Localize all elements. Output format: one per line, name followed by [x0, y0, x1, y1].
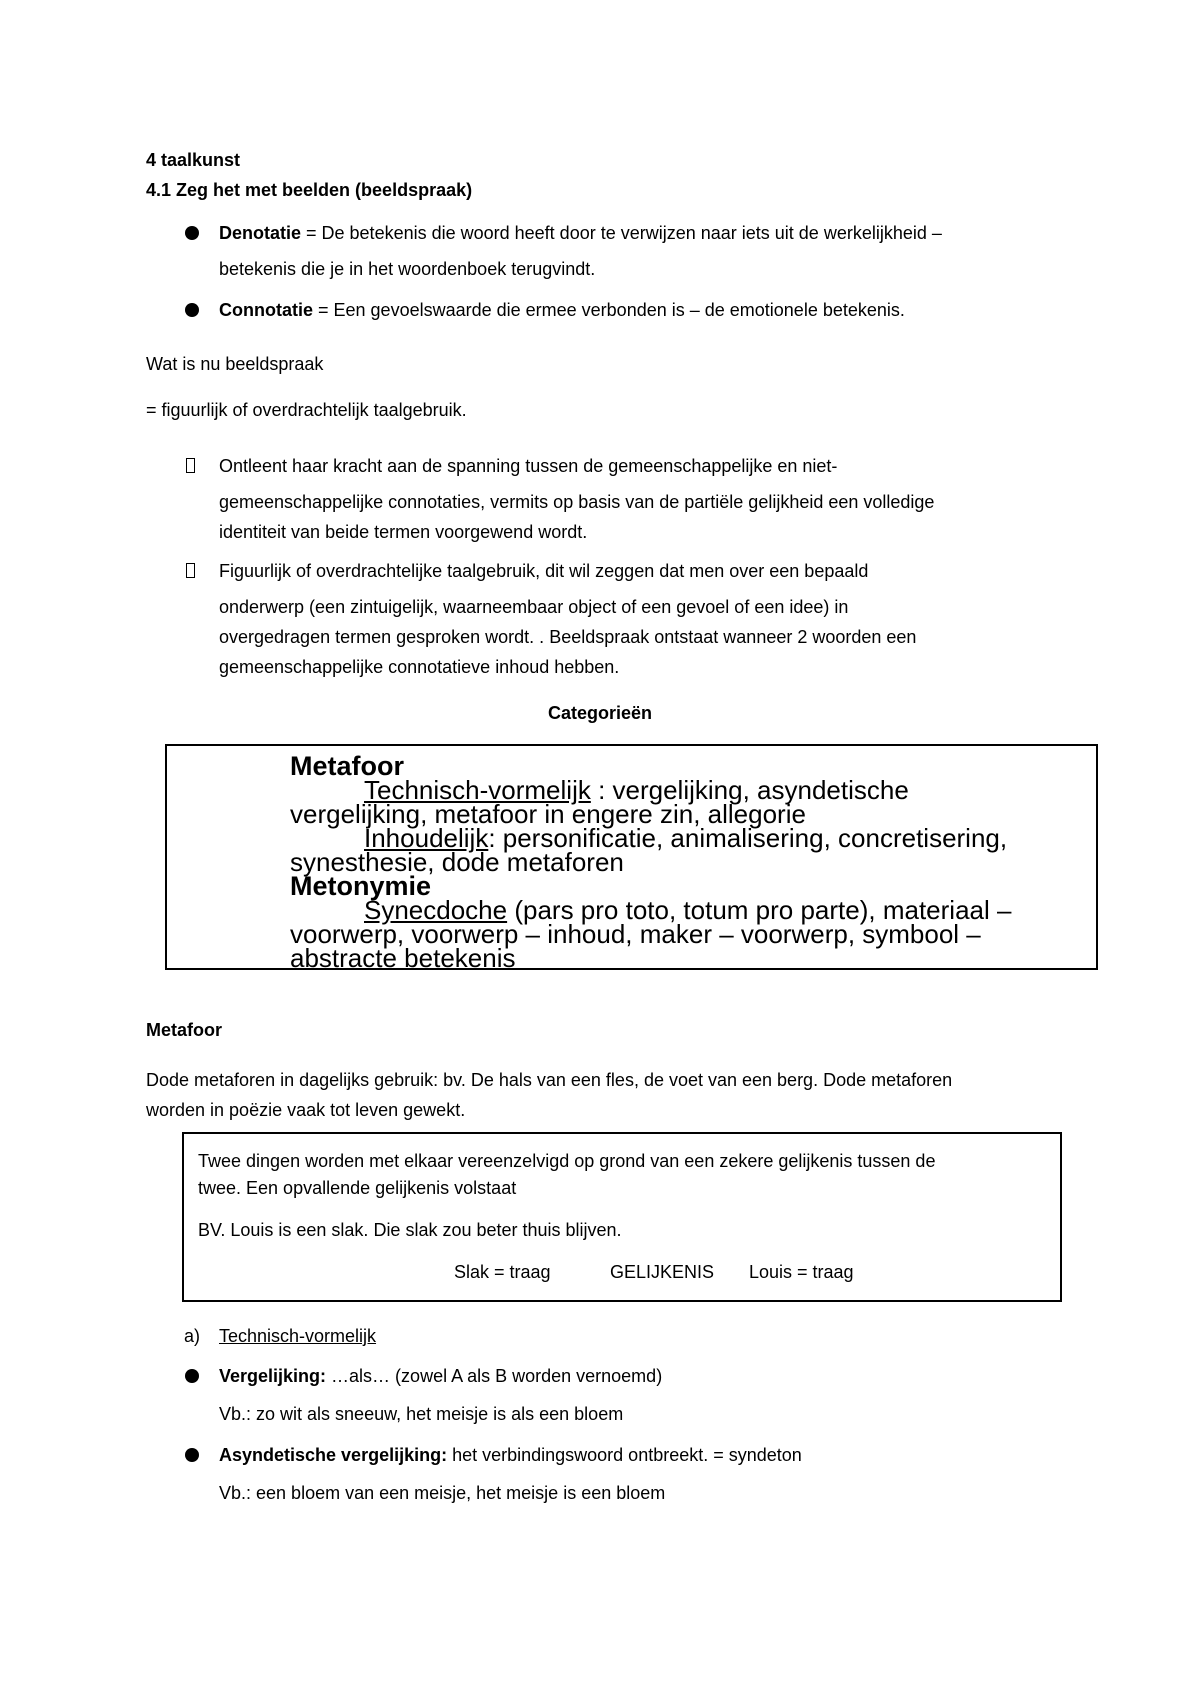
equation-left: Slak = traag [454, 1262, 551, 1282]
definition-term: Connotatie [219, 300, 313, 320]
point-line: overgedragen termen gesproken wordt. . Beeldspraak ontstaat wanneer 2 woorden een [219, 627, 917, 647]
definition-text-cont: betekenis die je in het woordenboek terugvindt. [219, 259, 596, 279]
item-term: Asyndetische vergelijking: [219, 1445, 448, 1465]
chapter-heading: 4 taalkunst [146, 150, 241, 170]
categories-title: Categorieën [547, 703, 653, 723]
item-term: Vergelijking: [219, 1366, 327, 1386]
point-line: onderwerp (een zintuigelijk, waarneembaar object of een gevoel of een idee) in [219, 597, 849, 617]
definition-text: = De betekenis die woord heeft door te verwijzen naar iets uit de werkelijkheid – [301, 223, 942, 243]
definition-connotatie [219, 299, 905, 321]
metafoor-definition-box [182, 1132, 1062, 1302]
bullet-icon [185, 1448, 199, 1462]
definition-text: = Een gevoelswaarde die ermee verbonden is – de emotionele betekenis. [313, 300, 905, 320]
question-text: Wat is nu beeldspraak [146, 354, 324, 374]
point-line: identiteit van beide termen voorgewend wordt. [219, 522, 588, 542]
equation-right: Louis = traag [749, 1262, 854, 1282]
category-metonymie-heading: Metonymie [290, 871, 432, 901]
item-desc: …als… (zowel A als B worden vernoemd) [326, 1366, 663, 1386]
categories-box [165, 744, 1098, 970]
category-text: (pars pro toto, totum pro parte), materiaal – [507, 895, 1012, 925]
category-label: Inhoudelijk [364, 823, 489, 853]
answer-text: = figuurlijk of overdrachtelijk taalgebruik. [146, 400, 467, 420]
section-heading: 4.1 Zeg het met beelden (beeldspraak) [146, 180, 473, 200]
list-item-vergelijking [219, 1365, 662, 1387]
bullet-icon [185, 226, 199, 240]
box-text-cont: twee. Een opvallende gelijkenis volstaat [198, 1178, 517, 1198]
metafoor-intro-cont: worden in poëzie vaak tot leven gewekt. [146, 1100, 466, 1120]
category-text-cont: abstracte betekenis [290, 943, 516, 970]
category-label: Synecdoche [364, 895, 508, 925]
item-example: Vb.: een bloem van een meisje, het meisje is een bloem [219, 1483, 666, 1503]
category-label: Technisch-vormelijk [364, 775, 591, 805]
list-marker: a) [184, 1326, 201, 1346]
bullet-icon [185, 1369, 199, 1383]
definition-denotatie [219, 222, 942, 244]
point-line: Ontleent haar kracht aan de spanning tussen de gemeenschappelijke en niet- [219, 456, 838, 476]
square-bullet-icon [186, 563, 195, 578]
point-line: gemeenschappelijke connotatieve inhoud hebben. [219, 657, 620, 677]
box-text: Twee dingen worden met elkaar vereenzelvigd op grond van een zekere gelijkenis tussen de [198, 1151, 936, 1171]
category-text-cont: synesthesie, dode metaforen [290, 847, 624, 877]
category-text: : vergelijking, asyndetische [590, 775, 909, 805]
category-text-cont: voorwerp, voorwerp – inhoud, maker – voorwerp, symbool – [290, 919, 981, 949]
equation-middle: GELIJKENIS [610, 1262, 715, 1282]
category-metafoor-heading: Metafoor [290, 751, 404, 781]
item-desc: het verbindingswoord ontbreekt. = syndeton [447, 1445, 802, 1465]
metafoor-intro: Dode metaforen in dagelijks gebruik: bv. De hals van een fles, de voet van een berg. Dode metaforen [146, 1070, 953, 1090]
definition-term: Denotatie [219, 223, 302, 243]
metafoor-heading: Metafoor [146, 1020, 222, 1040]
item-example: Vb.: zo wit als sneeuw, het meisje is als een bloem [219, 1404, 624, 1424]
square-bullet-icon [186, 458, 195, 473]
sub-heading-technisch-vormelijk: Technisch-vormelijk [219, 1326, 377, 1346]
bullet-icon [185, 303, 199, 317]
box-example: BV. Louis is een slak. Die slak zou beter thuis blijven. [198, 1220, 622, 1240]
category-text-cont: vergelijking, metafoor in engere zin, allegorie [290, 799, 806, 829]
point-line: Figuurlijk of overdrachtelijke taalgebruik, dit wil zeggen dat men over een bepaald [219, 561, 869, 581]
point-line: gemeenschappelijke connotaties, vermits op basis van de partiële gelijkheid een volledige [219, 492, 935, 512]
list-item-asyndetische-vergelijking [219, 1444, 802, 1466]
category-text: : personificatie, animalisering, concretisering, [488, 823, 1008, 853]
